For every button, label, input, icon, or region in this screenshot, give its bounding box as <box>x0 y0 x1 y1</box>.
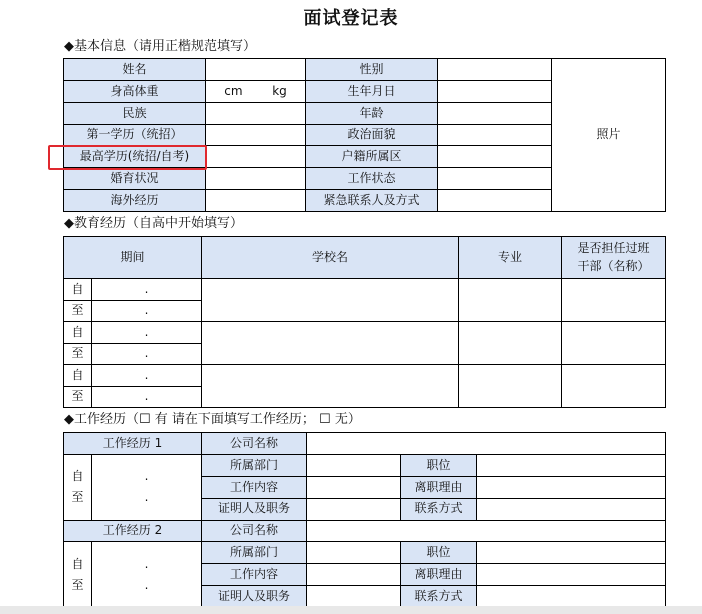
label-political: 政治面貌 <box>306 124 438 146</box>
edu-from-date[interactable] <box>92 279 202 301</box>
weight-unit: kg <box>272 83 287 98</box>
label-marital: 婚育状况 <box>64 168 206 190</box>
col-header-major: 专业 <box>459 237 562 279</box>
work-to-label: 至 <box>71 577 84 592</box>
edu-major-field[interactable] <box>459 322 562 365</box>
date-separator: . <box>144 367 149 382</box>
height-weight-field[interactable] <box>206 80 306 102</box>
label-first-education: 第一学历（统招） <box>64 124 206 146</box>
date-separator: . <box>144 281 149 296</box>
edu-from-date[interactable] <box>92 365 202 387</box>
work-date-field[interactable] <box>92 454 202 520</box>
edu-cadre-field[interactable] <box>562 322 666 365</box>
basic-info-table <box>63 58 666 212</box>
edu-cadre-field[interactable] <box>562 365 666 408</box>
edu-from-label: 自 <box>64 322 92 344</box>
work-exp-2-header: 工作经历 2 <box>64 520 202 542</box>
edu-to-label: 至 <box>64 386 92 408</box>
education-table <box>63 236 666 408</box>
work-experience-table <box>63 432 666 608</box>
label-height-weight: 身高体重 <box>64 80 206 102</box>
job-content-field[interactable] <box>307 476 401 498</box>
edu-from-label: 自 <box>64 279 92 301</box>
edu-school-field[interactable] <box>202 322 459 365</box>
edu-to-date[interactable] <box>92 386 202 408</box>
label-birth: 生年月日 <box>306 80 438 102</box>
birth-field[interactable] <box>438 80 552 102</box>
referee-field[interactable] <box>307 586 401 608</box>
work-status-field[interactable] <box>438 168 552 190</box>
edu-to-label: 至 <box>64 343 92 365</box>
work-from-to-label <box>64 454 92 520</box>
ethnicity-field[interactable] <box>206 102 306 124</box>
label-highest-education: 最高学历(统招/自考) <box>64 146 206 168</box>
col-header-period: 期间 <box>64 237 202 279</box>
col-header-class-cadre <box>562 237 666 279</box>
label-name: 姓名 <box>64 59 206 81</box>
leave-reason-field[interactable] <box>477 564 666 586</box>
edu-to-date[interactable] <box>92 300 202 322</box>
edu-school-field[interactable] <box>202 279 459 322</box>
date-separator: . <box>144 556 149 571</box>
referee-field[interactable] <box>307 498 401 520</box>
bottom-strip <box>0 606 702 614</box>
work-from-to-label <box>64 542 92 608</box>
department-field[interactable] <box>307 542 401 564</box>
label-work-status: 工作状态 <box>306 168 438 190</box>
col-header-school: 学校名 <box>202 237 459 279</box>
gender-field[interactable] <box>438 59 552 81</box>
company-field[interactable] <box>307 433 666 455</box>
position-field[interactable] <box>477 454 666 476</box>
label-leave-reason: 离职理由 <box>401 476 477 498</box>
emergency-contact-field[interactable] <box>438 190 552 212</box>
edu-to-date[interactable] <box>92 343 202 365</box>
name-field[interactable] <box>206 59 306 81</box>
label-gender: 性别 <box>306 59 438 81</box>
work-exp-1-header: 工作经历 1 <box>64 433 202 455</box>
overseas-field[interactable] <box>206 190 306 212</box>
date-separator: . <box>144 577 149 592</box>
label-company: 公司名称 <box>202 520 307 542</box>
edu-cadre-field[interactable] <box>562 279 666 322</box>
leave-reason-field[interactable] <box>477 476 666 498</box>
work-from-label: 自 <box>71 469 84 483</box>
label-overseas: 海外经历 <box>64 190 206 212</box>
date-separator: . <box>144 303 149 318</box>
first-education-field[interactable] <box>206 124 306 146</box>
job-content-field[interactable] <box>307 564 401 586</box>
hukou-field[interactable] <box>438 146 552 168</box>
col-header-class-cadre-line1: 是否担任过班 <box>577 241 650 256</box>
page-title: 面试登记表 <box>303 8 399 29</box>
edu-major-field[interactable] <box>459 365 562 408</box>
label-contact: 联系方式 <box>401 498 477 520</box>
label-company: 公司名称 <box>202 433 307 455</box>
section-heading-basic-info: ◆基本信息（请用正楷规范填写） <box>64 39 256 54</box>
edu-from-label: 自 <box>64 365 92 387</box>
label-position: 职位 <box>401 454 477 476</box>
date-separator: . <box>144 469 149 483</box>
work-to-label: 至 <box>71 490 84 505</box>
label-referee: 证明人及职务 <box>202 498 307 520</box>
label-job-content: 工作内容 <box>202 476 307 498</box>
edu-major-field[interactable] <box>459 279 562 322</box>
col-header-class-cadre-line2: 干部（名称） <box>577 258 650 273</box>
label-position: 职位 <box>401 542 477 564</box>
label-leave-reason: 离职理由 <box>401 564 477 586</box>
section-heading-work: ◆工作经历（☐ 有 请在下面填写工作经历； ☐ 无） <box>64 412 361 427</box>
edu-school-field[interactable] <box>202 365 459 408</box>
political-field[interactable] <box>438 124 552 146</box>
photo-box[interactable] <box>552 59 666 212</box>
work-from-label: 自 <box>71 556 84 571</box>
contact-field[interactable] <box>477 498 666 520</box>
label-emergency-contact: 紧急联系人及方式 <box>306 190 438 212</box>
edu-from-date[interactable] <box>92 322 202 344</box>
age-field[interactable] <box>438 102 552 124</box>
position-field[interactable] <box>477 542 666 564</box>
highest-education-field[interactable] <box>206 146 306 168</box>
height-unit: cm <box>224 83 243 98</box>
photo-label: 照片 <box>596 127 621 142</box>
highlight-box <box>48 145 207 170</box>
work-date-field[interactable] <box>92 542 202 608</box>
label-referee: 证明人及职务 <box>202 586 307 608</box>
date-separator: . <box>144 389 149 404</box>
label-age: 年龄 <box>306 102 438 124</box>
contact-field[interactable] <box>477 586 666 608</box>
label-ethnicity: 民族 <box>64 102 206 124</box>
date-separator: . <box>144 324 149 339</box>
section-heading-education: ◆教育经历（自高中开始填写） <box>64 216 243 231</box>
edu-to-label: 至 <box>64 300 92 322</box>
marital-field[interactable] <box>206 168 306 190</box>
label-department: 所属部门 <box>202 454 307 476</box>
company-field[interactable] <box>307 520 666 542</box>
date-separator: . <box>144 346 149 361</box>
label-job-content: 工作内容 <box>202 564 307 586</box>
date-separator: . <box>144 490 149 505</box>
label-department: 所属部门 <box>202 542 307 564</box>
department-field[interactable] <box>307 454 401 476</box>
label-contact: 联系方式 <box>401 586 477 608</box>
label-hukou: 户籍所属区 <box>306 146 438 168</box>
